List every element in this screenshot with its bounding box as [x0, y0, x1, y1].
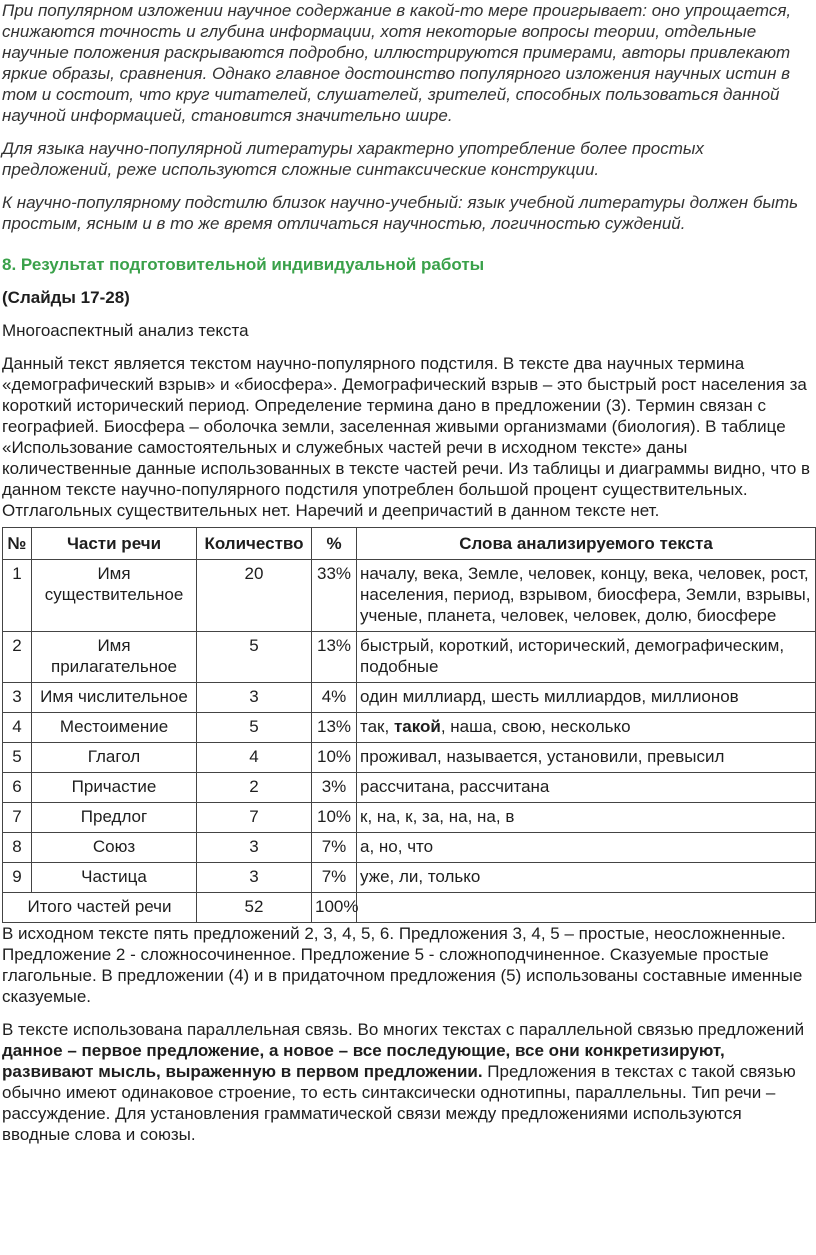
row-part: Имя существительное	[32, 560, 197, 632]
row-pct: 13%	[312, 713, 357, 743]
section-subtitle: Многоаспектный анализ текста	[2, 321, 249, 340]
row-qty: 7	[197, 803, 312, 833]
header-qty: Количество	[197, 528, 312, 560]
row-qty: 3	[197, 863, 312, 893]
conclusion-p2-start: В тексте использована параллельная связь. Во многих текстах с параллельной связью предложений	[2, 1020, 805, 1039]
row-num: 5	[3, 743, 32, 773]
row-pct: 7%	[312, 833, 357, 863]
table-row	[3, 632, 816, 683]
conclusion-paragraph-1: В исходном тексте пять предложений 2, 3, 4, 5, 6. Предложения 3, 4, 5 – простые, неосложненные. Предложение 2 - сложносочиненное. Предложение 5 - сложноподчиненное. Сказуемые простые глагольные. В предложении (4) и в придаточном предложения (5) использованы составные именные сказуемые.	[2, 924, 803, 1006]
analysis-paragraph: Данный текст является текстом научно-популярного подстиля. В тексте два научных термина «демографический взрыв» и «биосфера». Демографический взрыв – это быстрый рост населения за короткий исторический период. Определение термина дано в предложении (3). Термин связан с географией. Биосфера – оболочка земли, заселенная живыми организмами (биология). В таблице «Использование самостоятельных и служебных частей речи в исходном тексте» даны количественные данные использованных в тексте частей речи. Из таблицы и диаграммы видно, что в данном тексте научно-популярного подстиля употреблен большой процент существительных. Отглагольных существительных нет. Наречий и деепричастий в данном тексте нет.	[2, 354, 811, 520]
row-words-bold: такой	[393, 717, 441, 736]
table-row	[3, 803, 816, 833]
table-total-row	[3, 893, 816, 923]
conclusion-p2-bold: данное – первое предложение, а новое – все последующие, все они конкретизируют, развивают мысль, выраженную в первом предложении.	[2, 1041, 725, 1081]
row-words: началу, века, Земле, человек, концу, века, человек, рост, населения, период, взрывом, биосфера, Земли, взрывы, ученые, планета, человек, человек, долю, биосфере	[357, 560, 816, 632]
row-qty: 5	[197, 713, 312, 743]
row-words: рассчитана, рассчитана	[357, 773, 816, 803]
table-row	[3, 560, 816, 632]
total-label: Итого частей речи	[3, 893, 197, 923]
row-words: один миллиард, шесть миллиардов, миллионов	[357, 683, 816, 713]
row-num: 8	[3, 833, 32, 863]
total-words-empty	[357, 893, 816, 923]
slides-reference: (Слайды 17-28)	[2, 288, 130, 307]
row-part: Предлог	[32, 803, 197, 833]
row-words	[357, 713, 816, 743]
header-num: №	[3, 528, 32, 560]
table-row	[3, 833, 816, 863]
row-qty: 2	[197, 773, 312, 803]
row-part: Частица	[32, 863, 197, 893]
table-row	[3, 713, 816, 743]
row-pct: 10%	[312, 743, 357, 773]
row-num: 1	[3, 560, 32, 632]
row-qty: 5	[197, 632, 312, 683]
row-qty: 4	[197, 743, 312, 773]
parts-of-speech-table	[2, 527, 816, 923]
conclusion-paragraph-2	[2, 1019, 814, 1145]
intro-paragraph-3: К научно-популярному подстилю близок научно-учебный: язык учебной литературы должен быть простым, ясным и в то же время отличаться научностью, логичностью суждений.	[2, 193, 799, 233]
conclusion-p2-end: Предложения в текстах с такой связью обычно имеют одинаковое строение, то есть синтаксически однотипны, параллельны. Тип речи – рассуждение. Для установления грамматической связи между предложениями используются вводные слова и союзы.	[2, 1062, 796, 1144]
row-pct: 10%	[312, 803, 357, 833]
row-part: Имя числительное	[32, 683, 197, 713]
total-qty: 52	[197, 893, 312, 923]
header-words: Слова анализируемого текста	[357, 528, 816, 560]
row-num: 7	[3, 803, 32, 833]
row-num: 9	[3, 863, 32, 893]
row-part: Союз	[32, 833, 197, 863]
header-part: Части речи	[32, 528, 197, 560]
row-pct: 13%	[312, 632, 357, 683]
row-pct: 7%	[312, 863, 357, 893]
table-row	[3, 683, 816, 713]
row-part: Местоимение	[32, 713, 197, 743]
row-words: уже, ли, только	[357, 863, 816, 893]
row-part: Причастие	[32, 773, 197, 803]
row-qty: 20	[197, 560, 312, 632]
row-pct: 33%	[312, 560, 357, 632]
total-pct: 100%	[312, 893, 357, 923]
row-num: 6	[3, 773, 32, 803]
row-part: Имя прилагательное	[32, 632, 197, 683]
row-words: проживал, называется, установили, превысил	[357, 743, 816, 773]
row-words-pre: так,	[360, 717, 394, 736]
row-words: к, на, к, за, на, на, в	[357, 803, 816, 833]
row-words: быстрый, короткий, исторический, демографическим, подобные	[357, 632, 816, 683]
row-qty: 3	[197, 833, 312, 863]
row-num: 3	[3, 683, 32, 713]
row-words-post: , наша, свою, несколько	[440, 717, 631, 736]
table-row	[3, 773, 816, 803]
row-pct: 4%	[312, 683, 357, 713]
table-row	[3, 743, 816, 773]
row-num: 4	[3, 713, 32, 743]
row-qty: 3	[197, 683, 312, 713]
table-header-row	[3, 528, 816, 560]
row-part: Глагол	[32, 743, 197, 773]
table-row	[3, 863, 816, 893]
section-heading: 8. Результат подготовительной индивидуальной работы	[2, 255, 485, 274]
row-words: а, но, что	[357, 833, 816, 863]
intro-paragraph-2: Для языка научно-популярной литературы характерно употребление более простых предложений, реже используются сложные синтаксические конструкции.	[2, 139, 704, 179]
row-pct: 3%	[312, 773, 357, 803]
row-num: 2	[3, 632, 32, 683]
header-pct: %	[312, 528, 357, 560]
intro-paragraph-1: При популярном изложении научное содержание в какой-то мере проигрывает: оно упрощается, снижаются точность и глубина информации, хотя некоторые вопросы теории, отдельные научные положения раскрываются подробно, иллюстрируются примерами, авторы привлекают яркие образы, сравнения. Однако главное достоинство популярного изложения научных истин в том и состоит, что круг читателей, слушателей, зрителей, способных пользоваться данной научной информацией, становится значительно шире.	[2, 1, 792, 125]
